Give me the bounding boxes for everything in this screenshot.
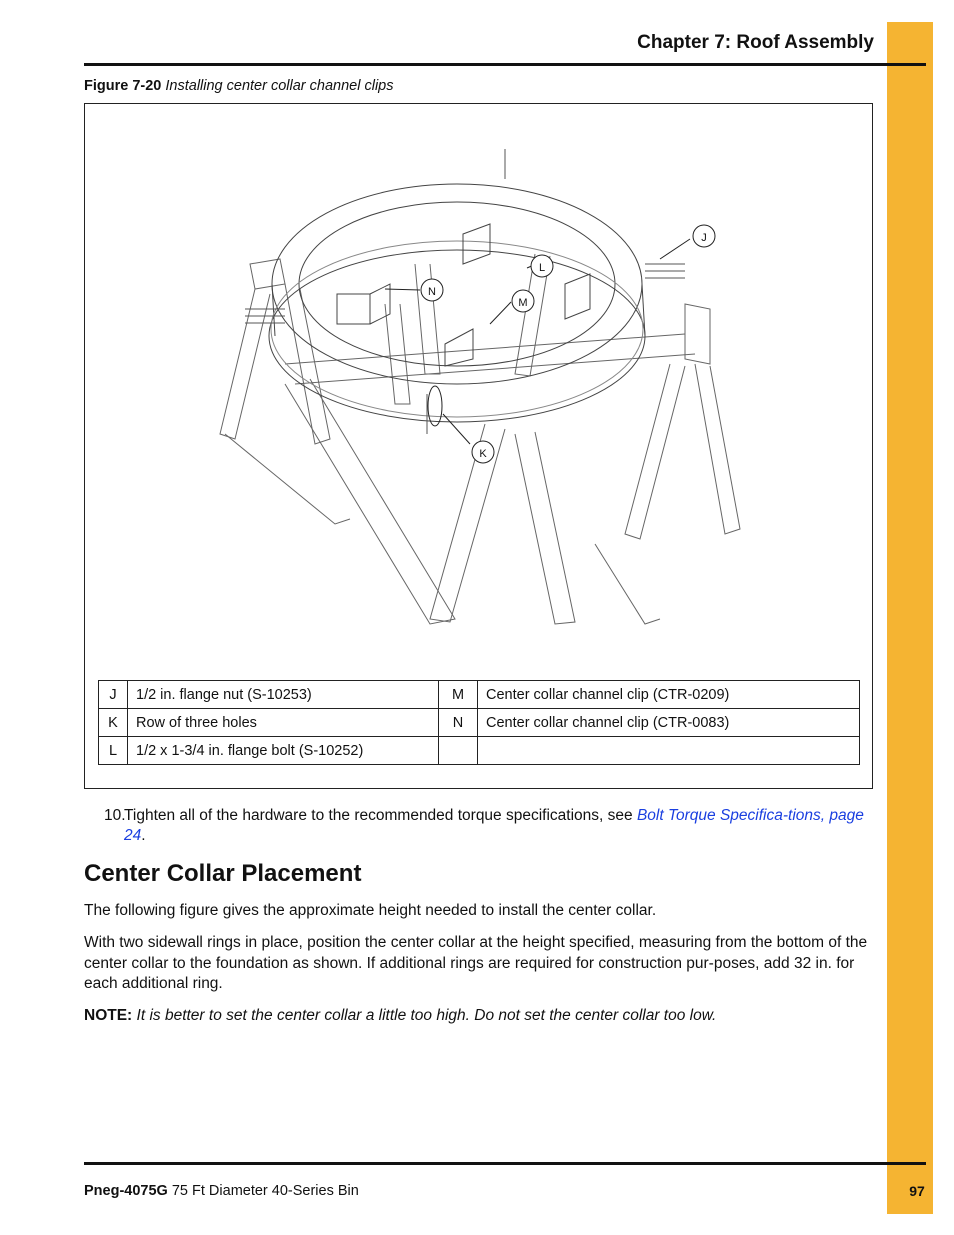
center-collar-illustration — [85, 104, 874, 684]
legend-desc: Center collar channel clip (CTR-0209) — [478, 681, 860, 709]
legend-key: M — [439, 681, 478, 709]
footer-doc — [84, 1183, 359, 1199]
legend-key: N — [439, 709, 478, 737]
bolt-torque-link[interactable]: Bolt Torque Specifica-tions, page 24 — [124, 807, 864, 844]
table-row — [99, 709, 860, 737]
step-end: . — [141, 827, 146, 844]
note — [84, 1006, 869, 1027]
step-number: 10. — [104, 807, 126, 824]
callout-k — [472, 441, 494, 463]
legend-key: K — [99, 709, 128, 737]
note-label: NOTE: — [84, 1007, 133, 1024]
collar-ring — [269, 184, 645, 422]
section-paragraph-1: The following figure gives the approximate height needed to install the center collar. — [84, 902, 657, 919]
figure-number: Figure 7-20 — [84, 78, 162, 94]
legend-key: J — [99, 681, 128, 709]
table-row — [99, 737, 860, 765]
section-title: Center Collar Placement — [84, 860, 362, 887]
chapter-side-tab — [887, 22, 933, 1214]
chapter-title: Chapter 7: Roof Assembly — [637, 32, 874, 53]
legend-key: L — [99, 737, 128, 765]
step-text — [104, 806, 864, 846]
legend-desc: Row of three holes — [128, 709, 439, 737]
note-text: It is better to set the center collar a little too high. Do not set the center collar too low. — [136, 1007, 717, 1024]
callout-n-label: N — [428, 286, 436, 298]
footer-doc-id: Pneg-4075G — [84, 1183, 168, 1199]
step-10 — [104, 806, 864, 846]
figure-caption-text: Installing center collar channel clips — [165, 78, 394, 94]
callout-l — [531, 255, 553, 277]
callout-n — [421, 279, 443, 301]
header-rule — [84, 63, 926, 66]
callout-j — [693, 225, 715, 247]
callout-m-label: M — [518, 297, 528, 309]
footer-rule — [84, 1162, 926, 1165]
callout-m — [512, 290, 534, 312]
support-stand — [220, 254, 740, 624]
callout-k-label: K — [479, 448, 487, 460]
figure-caption — [84, 78, 393, 94]
bolts — [245, 149, 685, 434]
parts-legend-table — [98, 680, 860, 765]
section-paragraph-2: With two sidewall rings in place, position the center collar at the height specified, measuring from the bottom of the center collar to the foundation as shown. If additional rings are required for construction pur-poses, add 32 in. for each additional ring. — [84, 934, 868, 992]
callout-l-label: L — [538, 262, 546, 274]
callout-j-label: J — [701, 232, 707, 244]
legend-desc: 1/2 x 1-3/4 in. flange bolt (S-10252) — [128, 737, 439, 765]
step-instruction: Tighten all of the hardware to the recommended torque specifications, see — [124, 807, 637, 824]
legend-desc: Center collar channel clip (CTR-0083) — [478, 709, 860, 737]
table-row — [99, 681, 860, 709]
footer-title: 75 Ft Diameter 40-Series Bin — [171, 1183, 359, 1199]
page-number: 97 — [909, 1183, 925, 1199]
channel-clips — [337, 224, 590, 366]
legend-key — [439, 737, 478, 765]
legend-desc: 1/2 in. flange nut (S-10253) — [128, 681, 439, 709]
legend-desc — [478, 737, 860, 765]
